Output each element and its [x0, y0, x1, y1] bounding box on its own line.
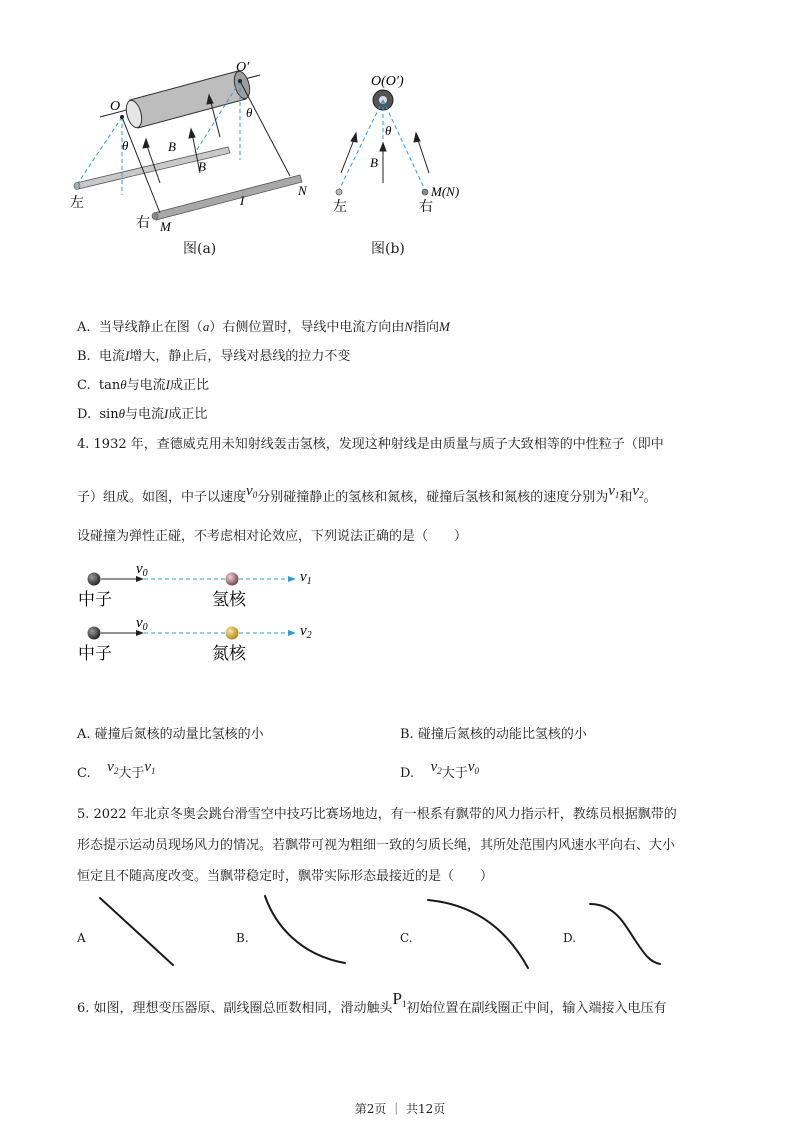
label-b-1: B: [168, 139, 176, 154]
hydrogen-ball: [226, 573, 239, 586]
q4-option-c: C. $v_2$大于$v_1$: [77, 759, 156, 781]
q5-line-1: 5. 2022 年北京冬奥会跳台滑雪空中技巧比赛场地边，有一根系有飘带的风力指示杆，教练员根据飘带的: [77, 807, 677, 822]
neutron-ball-1: [88, 573, 101, 586]
ribbon-a: [100, 898, 173, 965]
label-left-b: 左: [333, 199, 347, 215]
v1-label: $v_1$: [300, 569, 312, 587]
figure-b: [325, 65, 460, 225]
q5-option-c: C.: [400, 931, 413, 945]
neutron-ball-2: [88, 627, 101, 640]
q3-option-d: D. sinθ与电流I成正比: [77, 406, 208, 422]
page-footer: 第2页 ｜ 共12页: [354, 1102, 446, 1116]
label-right-b: 右: [419, 199, 433, 215]
row1-left-label: 中子: [78, 590, 112, 610]
label-i: I: [240, 193, 245, 208]
label-b-2: B: [198, 159, 206, 174]
label-m: M: [160, 219, 171, 234]
q4-line-3: 设碰撞为弹性正碰，不考虑相对论效应，下列说法正确的是（ ）: [77, 529, 468, 544]
q5-line-3: 恒定且不随高度改变。当飘带稳定时，飘带实际形态最接近的是（ ）: [77, 869, 494, 884]
q3-option-b: B. 电流I增大，静止后，导线对悬线的拉力不变: [77, 348, 351, 364]
label-m-n: M(N): [431, 184, 460, 199]
label-theta-left: θ: [122, 138, 129, 153]
cylinder-magnet: [124, 70, 253, 130]
label-right: 右: [136, 215, 150, 231]
q3-option-c: C. tanθ与电流I成正比: [77, 377, 210, 393]
label-theta-b: θ: [385, 123, 392, 138]
label-o-prime: O′: [236, 60, 250, 75]
label-theta-right: θ: [246, 105, 253, 120]
q5-option-a: A: [77, 931, 86, 945]
v0-label-1: $v_0$: [136, 561, 148, 579]
label-left: 左: [70, 195, 84, 211]
figure-b-caption: 图(b): [371, 241, 405, 257]
ribbon-b: [265, 896, 345, 963]
v2-label: $v_2$: [300, 623, 312, 641]
label-o: O: [110, 99, 121, 114]
v0-label-2: $v_0$: [136, 615, 148, 633]
q4-line-1: 4. 1932 年，查德威克用未知射线轰击氢核，发现这种射线是由质量与质子大致相等的中性粒子（即中: [77, 437, 664, 452]
q5-option-b: B.: [236, 931, 249, 945]
label-o-o-prime: O(O′): [371, 74, 404, 89]
q4-line-2: 子）组成。如图，中子以速度$v_0$分别碰撞静止的氢核和氮核，碰撞后氢核和氮核的速度分别为$v_1$和$v_2$。: [77, 483, 657, 505]
row1-right-label: 氢核: [212, 590, 246, 610]
label-b-fig-b: B: [370, 155, 378, 170]
ribbon-d: [590, 904, 660, 964]
row2-right-label: 氮核: [212, 644, 246, 664]
q4-option-b: B. 碰撞后氮核的动能比氢核的小: [400, 727, 587, 742]
figure-a-caption: 图(a): [183, 241, 217, 257]
label-n: N: [298, 183, 307, 198]
nitrogen-ball: [226, 627, 239, 640]
q5-line-2: 形态提示运动员现场风力的情况。若飘带可视为粗细一致的匀质长绳，其所处范围内风速水平向右、大小: [77, 838, 676, 853]
q4-option-a: A. 碰撞后氮核的动量比氢核的小: [77, 727, 264, 742]
q4-collision-figure: [70, 555, 330, 665]
ribbon-c: [428, 900, 528, 968]
q5-option-d: D.: [563, 931, 577, 945]
rod-right: [152, 175, 302, 220]
row2-left-label: 中子: [78, 644, 112, 664]
q3-option-a: A. 当导线静止在图（a）右侧位置时，导线中电流方向由N指向M: [77, 319, 450, 335]
q4-option-d: D. $v_2$大于$v_0$: [400, 759, 479, 781]
q6-line-1: 6. 如图，理想变压器原、副线圈总匝数相同，滑动触头$P_1$初始位置在副线圈正中间，输入端接入电压有: [77, 989, 667, 1016]
figure-a: [60, 55, 330, 235]
